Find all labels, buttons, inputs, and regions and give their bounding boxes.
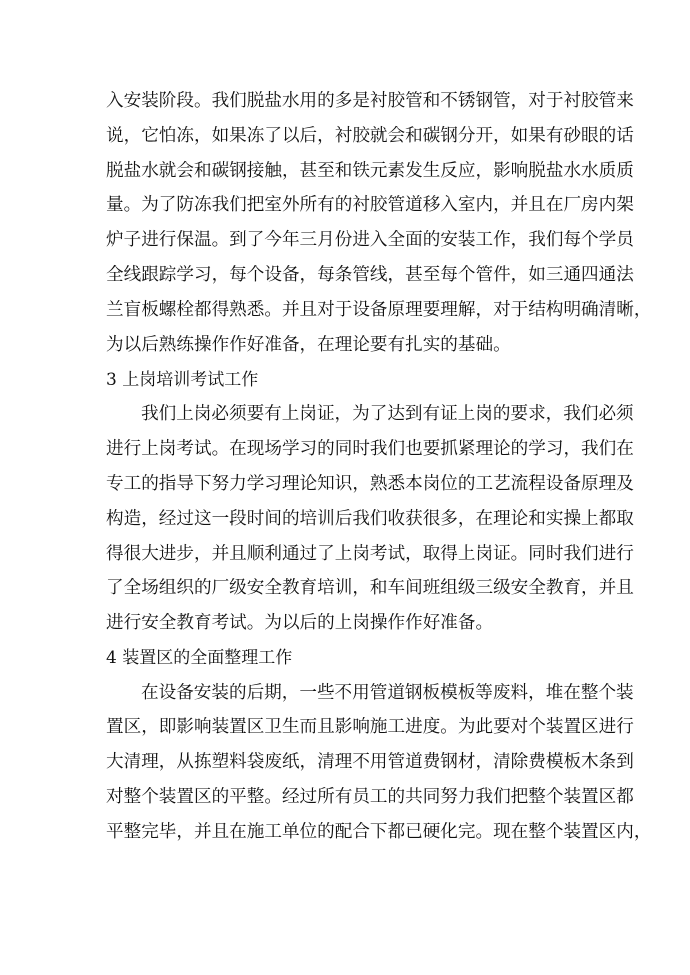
paragraph-line: 对整个装置区的平整。经过所有员工的共同努力我们把整个装置区都 xyxy=(106,787,634,807)
section-heading-3: 3 上岗培训考试工作 xyxy=(106,370,259,390)
paragraph-line: 为以后熟练操作作好准备，在理论要有扎实的基础。 xyxy=(106,335,511,355)
paragraph-line: 兰盲板螺栓都得熟悉。并且对于设备原理要理解，对于结构明确清晰， xyxy=(106,300,652,320)
paragraph-line: 得很大进步，并且顺利通过了上岗考试，取得上岗证。同时我们进行 xyxy=(106,544,634,564)
paragraph-line: 置区，即影响装置区卫生而且影响施工进度。为此要对个装置区进行 xyxy=(106,717,634,737)
paragraph-line: 入安装阶段。我们脱盐水用的多是衬胶管和不锈钢管，对于衬胶管来 xyxy=(106,91,634,111)
paragraph-line: 进行上岗考试。在现场学习的同时我们也要抓紧理论的学习，我们在 xyxy=(106,439,634,459)
paragraph-line: 全线跟踪学习，每个设备，每条管线，甚至每个管件，如三通四通法 xyxy=(106,265,634,285)
paragraph-line: 脱盐水就会和碳钢接触，甚至和铁元素发生反应，影响脱盐水水质质 xyxy=(106,161,634,181)
paragraph-line: 大清理，从拣塑料袋废纸，清理不用管道费钢材，清除费模板木条到 xyxy=(106,752,634,772)
paragraph-line: 说，它怕冻，如果冻了以后，衬胶就会和碳钢分开，如果有砂眼的话 xyxy=(106,126,634,146)
paragraph-line: 在设备安装的后期，一些不用管道钢板模板等废料，堆在整个装 xyxy=(141,683,634,703)
section-heading-4: 4 装置区的全面整理工作 xyxy=(106,648,293,668)
paragraph-line: 构造，经过这一段时间的培训后我们收获很多，在理论和实操上都取 xyxy=(106,509,634,529)
paragraph-line: 我们上岗必须要有上岗证，为了达到有证上岗的要求，我们必须 xyxy=(141,404,634,424)
paragraph-line: 量。为了防冻我们把室外所有的衬胶管道移入室内，并且在厂房内架 xyxy=(106,195,634,215)
paragraph-line: 平整完毕，并且在施工单位的配合下都已硬化完。现在整个装置区内， xyxy=(106,822,652,842)
paragraph-line: 了全场组织的厂级安全教育培训，和车间班组级三级安全教育，并且 xyxy=(106,578,634,598)
paragraph-line: 专工的指导下努力学习理论知识，熟悉本岗位的工艺流程设备原理及 xyxy=(106,474,634,494)
paragraph-line: 进行安全教育考试。为以后的上岗操作作好准备。 xyxy=(106,613,494,633)
paragraph-line: 炉子进行保温。到了今年三月份进入全面的安装工作，我们每个学员 xyxy=(106,230,634,250)
